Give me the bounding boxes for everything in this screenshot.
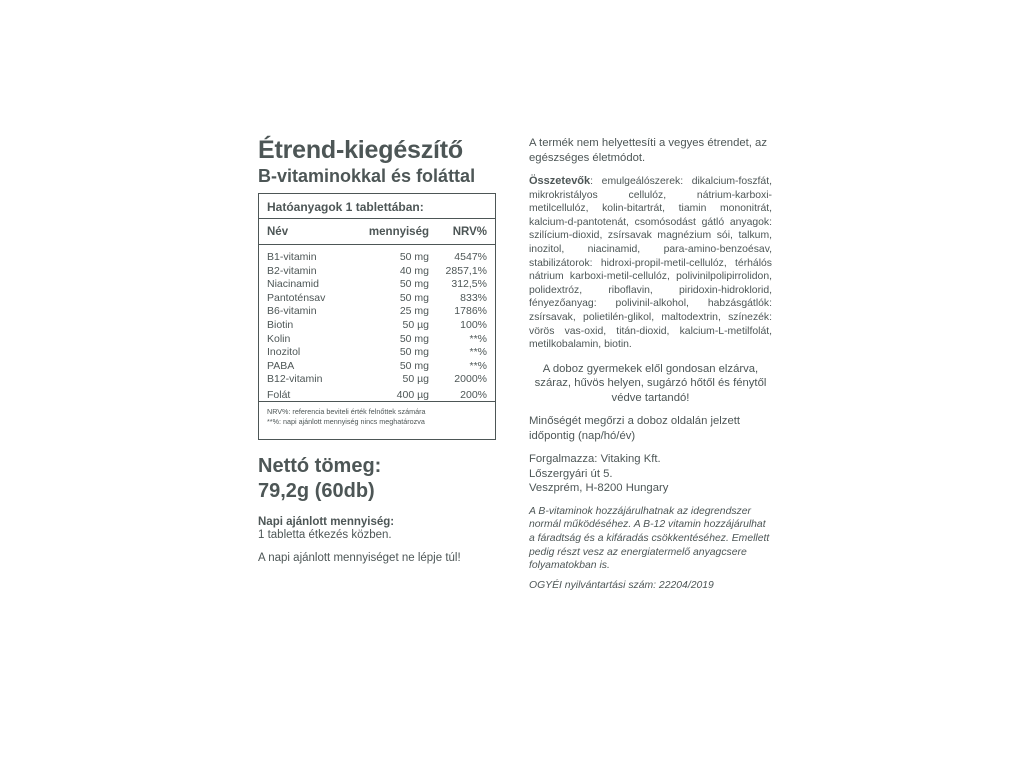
row-qty: 25 mg (399, 305, 429, 318)
ingredients-text: : emulgeálószerek: dikalcium-foszfát, mikrokristályos cellulóz, nátrium-karboxi-metilcellulóz, kolin-bitartrát, tiamin mononitrát, kalcium-d-pantotenát, csomósodást gátló anyagok: szilícium-dioxid, zsírsavak magnézium sói, talkum, inozitol, niacinamid, para-amino-benzoésav, stabilizátorok: hidroxi-propil-metil-cellulóz, térhálós nátrium karboxi-metil-cellulóz, polivinilpolipirrolidon, polidextróz, riboflavin, piridoxin-hidroklorid, fényezőanyag: polivinil-alkohol, habzásgátlók: zsírsavak, polietilén-glikol, maltodextrin, színezék: vörös vas-oxid, titán-dioxid, kalcium-L-metilfolát, metilkobalamin, biotin. (529, 176, 772, 351)
row-nrv: 1786% (454, 305, 487, 318)
dose-label: Napi ajánlott mennyiség: (258, 516, 395, 528)
row-name: Folát (267, 388, 291, 401)
row-name: Kolin (267, 332, 291, 345)
product-title: Étrend-kiegészítő (258, 136, 463, 164)
row-nrv: **% (469, 359, 487, 372)
table-row (267, 373, 487, 387)
table-row (267, 360, 487, 374)
col-name-header: Név (267, 226, 289, 238)
nutrition-box (258, 193, 496, 440)
net-weight-value: 79,2g (60db) (258, 480, 375, 502)
row-nrv: 4547% (454, 251, 487, 263)
table-row (267, 346, 487, 360)
table-row (267, 319, 487, 333)
row-qty: 50 µg (402, 373, 429, 386)
row-qty: 50 mg (399, 291, 429, 304)
row-qty: 50 mg (399, 332, 429, 345)
row-nrv: 833% (460, 291, 487, 304)
row-name: Biotin (267, 318, 294, 331)
row-nrv: 2000% (454, 373, 487, 386)
box-footnotes (259, 401, 495, 427)
left-column (258, 135, 504, 565)
table-row (267, 278, 487, 292)
table-row (267, 305, 487, 319)
distributor-address-1: Lőszergyári út 5. (529, 467, 613, 480)
col-nrv-header: NRV% (452, 226, 487, 238)
row-nrv: 200% (460, 388, 487, 401)
row-name: PABA (267, 359, 295, 372)
distributor-block (529, 452, 772, 496)
best-before-text: Minőségét megőrzi a doboz oldalán jelzett időpontig (nap/hó/év) (529, 415, 741, 442)
row-name: B2-vitamin (267, 264, 317, 277)
registration-number: OGYÉI nyilvántartási szám: 22204/2019 (529, 579, 714, 591)
product-subtitle: B-vitaminokkal és foláttal (258, 166, 476, 186)
table-row (267, 251, 487, 265)
row-qty: 50 µg (402, 318, 429, 331)
row-qty: 50 mg (399, 346, 429, 359)
row-name: B6-vitamin (267, 305, 317, 318)
row-qty: 50 mg (399, 251, 429, 263)
table-row (267, 333, 487, 347)
row-qty: 400 µg (396, 388, 429, 401)
row-name: Inozitol (267, 346, 301, 359)
distributor-name: Forgalmazza: Vitaking Kft. (529, 453, 661, 466)
row-name: Niacinamid (267, 278, 319, 291)
dose-text: 1 tabletta étkezés közben. (258, 529, 392, 541)
ingredients (529, 175, 772, 352)
row-nrv: 312,5% (451, 278, 487, 291)
net-weight-label: Nettó tömeg: (258, 455, 382, 477)
row-qty: 50 mg (399, 359, 429, 372)
row-name: Pantoténsav (267, 291, 326, 304)
table-row (267, 292, 487, 306)
row-nrv: **% (469, 332, 487, 345)
footnote-nrv: NRV%: referencia beviteli érték felnőttek számára (267, 407, 426, 416)
distributor-address-2: Veszprém, H-8200 Hungary (529, 482, 669, 495)
right-column (529, 136, 772, 598)
row-qty: 40 mg (399, 264, 429, 277)
row-nrv: 2857,1% (445, 264, 487, 277)
intro-text: A termék nem helyettesíti a vegyes étrendet, az egészséges életmódot. (529, 137, 767, 164)
row-nrv: **% (469, 346, 487, 359)
table-body (267, 245, 487, 403)
dose-warning: A napi ajánlott mennyiséget ne lépje túl! (258, 552, 461, 564)
footnote-unset: **%: napi ajánlott mennyiség nincs meghatározva (267, 417, 425, 426)
row-nrv: 100% (460, 318, 487, 331)
storage-text: A doboz gyermekek elől gondosan elzárva, száraz, hűvös helyen, sugárzó hőtől és fénytől védve tartandó! (534, 362, 767, 404)
row-qty: 50 mg (399, 278, 429, 291)
table-row (267, 265, 487, 279)
col-qty-header: mennyiség (368, 226, 429, 238)
row-name: B12-vitamin (267, 373, 323, 386)
table-header (259, 219, 495, 245)
box-heading: Hatóanyagok 1 tablettában: (259, 200, 495, 219)
row-name: B1-vitamin (267, 251, 317, 263)
ingredients-label: Összetevők (529, 175, 591, 187)
health-claim: A B-vitaminok hozzájárulhatnak az idegrendszer normál működéséhez. A B-12 vitamin hozzájárulhat a fáradtság és a kifáradás csökkentéséhez. Emellett pedig részt vesz az energiatermelő anyagcsere folyamatokban is. (529, 505, 770, 572)
